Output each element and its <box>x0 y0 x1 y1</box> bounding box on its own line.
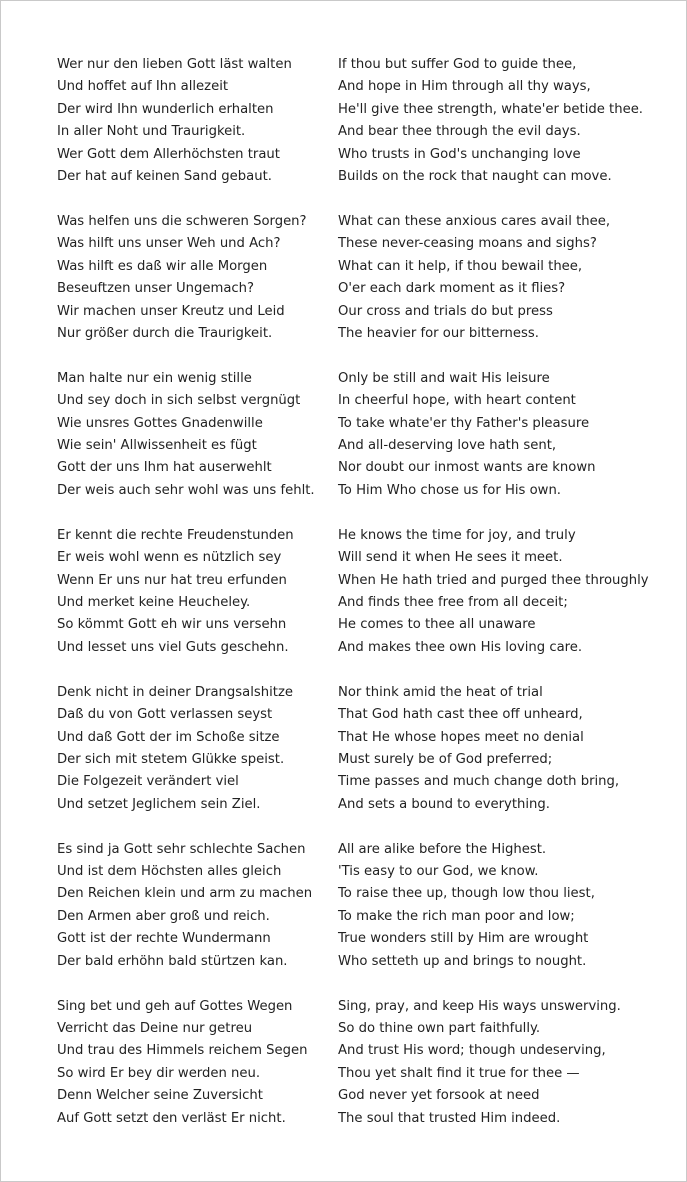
english-line: When He hath tried and purged thee throughly <box>338 572 649 588</box>
german-line: Er kennt die rechte Freudenstunden <box>57 527 294 543</box>
english-line: The heavier for our bitterness. <box>338 325 539 341</box>
german-line: Wie unsres Gottes Gnadenwille <box>57 415 263 431</box>
english-line: To take whate'er thy Father's pleasure <box>338 415 590 431</box>
english-line: He knows the time for joy, and truly <box>338 527 576 543</box>
english-line: Who trusts in God's unchanging love <box>338 146 581 162</box>
english-line: True wonders still by Him are wrought <box>338 931 589 947</box>
stanza-6 <box>57 839 677 973</box>
stanza-5 <box>57 682 677 816</box>
english-line: Thou yet shalt find it true for thee — <box>338 1065 580 1081</box>
english-line: And makes thee own His loving care. <box>338 639 583 655</box>
english-column <box>338 211 668 345</box>
english-column <box>338 525 668 659</box>
german-line: Wir machen unser Kreutz und Leid <box>57 303 285 319</box>
english-line: What can these anxious cares avail thee, <box>338 213 611 229</box>
german-column <box>57 996 338 1130</box>
german-line: Und trau des Himmels reichem Segen <box>57 1043 308 1059</box>
english-column <box>338 682 668 816</box>
german-line: Was hilft es daß wir alle Morgen <box>57 258 268 274</box>
german-column <box>57 525 338 659</box>
english-line: And all-deserving love hath sent, <box>338 438 557 454</box>
german-line: Daß du von Gott verlassen seyst <box>57 707 273 723</box>
german-column <box>57 368 338 502</box>
english-line: That He whose hopes meet no denial <box>338 729 584 745</box>
english-column <box>338 54 668 188</box>
english-line: He'll give thee strength, whate'er betide thee. <box>338 101 643 117</box>
german-line: Der hat auf keinen Sand gebaut. <box>57 168 272 184</box>
german-line: Der wird Ihn wunderlich erhalten <box>57 101 274 117</box>
english-line: He comes to thee all unaware <box>338 617 536 633</box>
german-line: Wer nur den lieben Gott läst walten <box>57 57 292 72</box>
english-line: That God hath cast thee off unheard, <box>338 707 583 723</box>
german-line: Den Reichen klein und arm zu machen <box>57 886 313 902</box>
english-line: Nor doubt our inmost wants are known <box>338 460 596 476</box>
german-line: Und lesset uns viel Guts geschehn. <box>57 639 289 655</box>
english-line: God never yet forsook at need <box>338 1088 540 1104</box>
german-column <box>57 54 338 188</box>
german-line: In aller Noht und Traurigkeit. <box>57 124 246 140</box>
english-line: O'er each dark moment as it flies? <box>338 281 566 297</box>
german-line: Die Folgezeit verändert viel <box>57 774 239 790</box>
english-line: To Him Who chose us for His own. <box>338 482 561 498</box>
german-line: Denn Welcher seine Zuversicht <box>57 1088 263 1104</box>
stanza-4 <box>57 525 677 659</box>
english-line: Builds on the rock that naught can move. <box>338 168 612 184</box>
german-line: Und merket keine Heucheley. <box>57 594 251 610</box>
german-line: Gott ist der rechte Wundermann <box>57 931 271 947</box>
english-line: And trust His word; though undeserving, <box>338 1043 606 1059</box>
german-line: Und setzet Jeglichem sein Ziel. <box>57 796 261 812</box>
english-line: And finds thee free from all deceit; <box>338 594 568 610</box>
german-line: Wenn Er uns nur hat treu erfunden <box>57 572 287 588</box>
english-line: 'Tis easy to our God, we know. <box>338 864 539 880</box>
english-line: Who setteth up and brings to nought. <box>338 953 587 969</box>
english-line: Only be still and wait His leisure <box>338 370 550 386</box>
stanza-3 <box>57 368 677 502</box>
english-line: And hope in Him through all thy ways, <box>338 79 591 95</box>
german-line: Gott der uns Ihm hat auserwehlt <box>57 460 272 476</box>
english-line: If thou but suffer God to guide thee, <box>338 57 577 72</box>
english-line: And sets a bound to everything. <box>338 796 550 812</box>
german-line: Und ist dem Höchsten alles gleich <box>57 864 282 880</box>
english-line: To make the rich man poor and low; <box>338 908 575 924</box>
english-line: These never-ceasing moans and sighs? <box>338 236 597 252</box>
german-line: Wie sein' Allwissenheit es fügt <box>57 438 257 454</box>
english-line: Sing, pray, and keep His ways unswerving. <box>338 998 621 1014</box>
english-line: What can it help, if thou bewail thee, <box>338 258 583 274</box>
german-line: Und hoffet auf Ihn allezeit <box>57 79 229 95</box>
german-line: Der weis auch sehr wohl was uns fehlt. <box>57 482 315 498</box>
english-line: In cheerful hope, with heart content <box>338 393 576 409</box>
german-line: Wer Gott dem Allerhöchsten traut <box>57 146 280 162</box>
german-line: Und sey doch in sich selbst vergnügt <box>57 393 301 409</box>
german-line: So kömmt Gott eh wir uns versehn <box>57 617 287 633</box>
german-column <box>57 682 338 816</box>
german-line: Der sich mit stetem Glükke speist. <box>57 751 285 767</box>
german-line: Der bald erhöhn bald stürtzen kan. <box>57 953 288 969</box>
german-line: Auf Gott setzt den verläst Er nicht. <box>57 1110 286 1126</box>
german-line: Sing bet und geh auf Gottes Wegen <box>57 998 293 1014</box>
english-line: Nor think amid the heat of trial <box>338 684 543 700</box>
german-line: Denk nicht in deiner Drangsalshitze <box>57 684 293 700</box>
german-line: Den Armen aber groß und reich. <box>57 908 270 924</box>
english-column <box>338 839 668 973</box>
english-line: Our cross and trials do but press <box>338 303 553 319</box>
english-line: The soul that trusted Him indeed. <box>338 1110 561 1126</box>
english-line: And bear thee through the evil days. <box>338 124 581 140</box>
english-line: Will send it when He sees it meet. <box>338 550 563 566</box>
english-line: To raise thee up, though low thou liest, <box>338 886 595 902</box>
german-line: Verricht das Deine nur getreu <box>57 1021 253 1037</box>
german-line: So wird Er bey dir werden neu. <box>57 1065 261 1081</box>
english-line: All are alike before the Highest. <box>338 841 547 857</box>
english-line: Must surely be of God preferred; <box>338 751 553 767</box>
german-line: Was helfen uns die schweren Sorgen? <box>57 213 307 229</box>
english-column <box>338 996 668 1130</box>
german-column <box>57 839 338 973</box>
english-column <box>338 368 668 502</box>
german-column <box>57 211 338 345</box>
english-line: So do thine own part faithfully. <box>338 1021 541 1037</box>
english-line: Time passes and much change doth bring, <box>338 774 620 790</box>
german-line: Man halte nur ein wenig stille <box>57 370 252 386</box>
german-line: Was hilft uns unser Weh und Ach? <box>57 236 281 252</box>
german-line: Beseuftzen unser Ungemach? <box>57 281 255 297</box>
german-line: Und daß Gott der im Schoße sitze <box>57 729 280 745</box>
stanza-1 <box>57 54 677 188</box>
german-line: Es sind ja Gott sehr schlechte Sachen <box>57 841 306 857</box>
german-line: Er weis wohl wenn es nützlich sey <box>57 550 282 566</box>
bilingual-poem <box>57 54 677 1153</box>
german-line: Nur größer durch die Traurigkeit. <box>57 325 273 341</box>
stanza-7 <box>57 996 677 1130</box>
stanza-2 <box>57 211 677 345</box>
